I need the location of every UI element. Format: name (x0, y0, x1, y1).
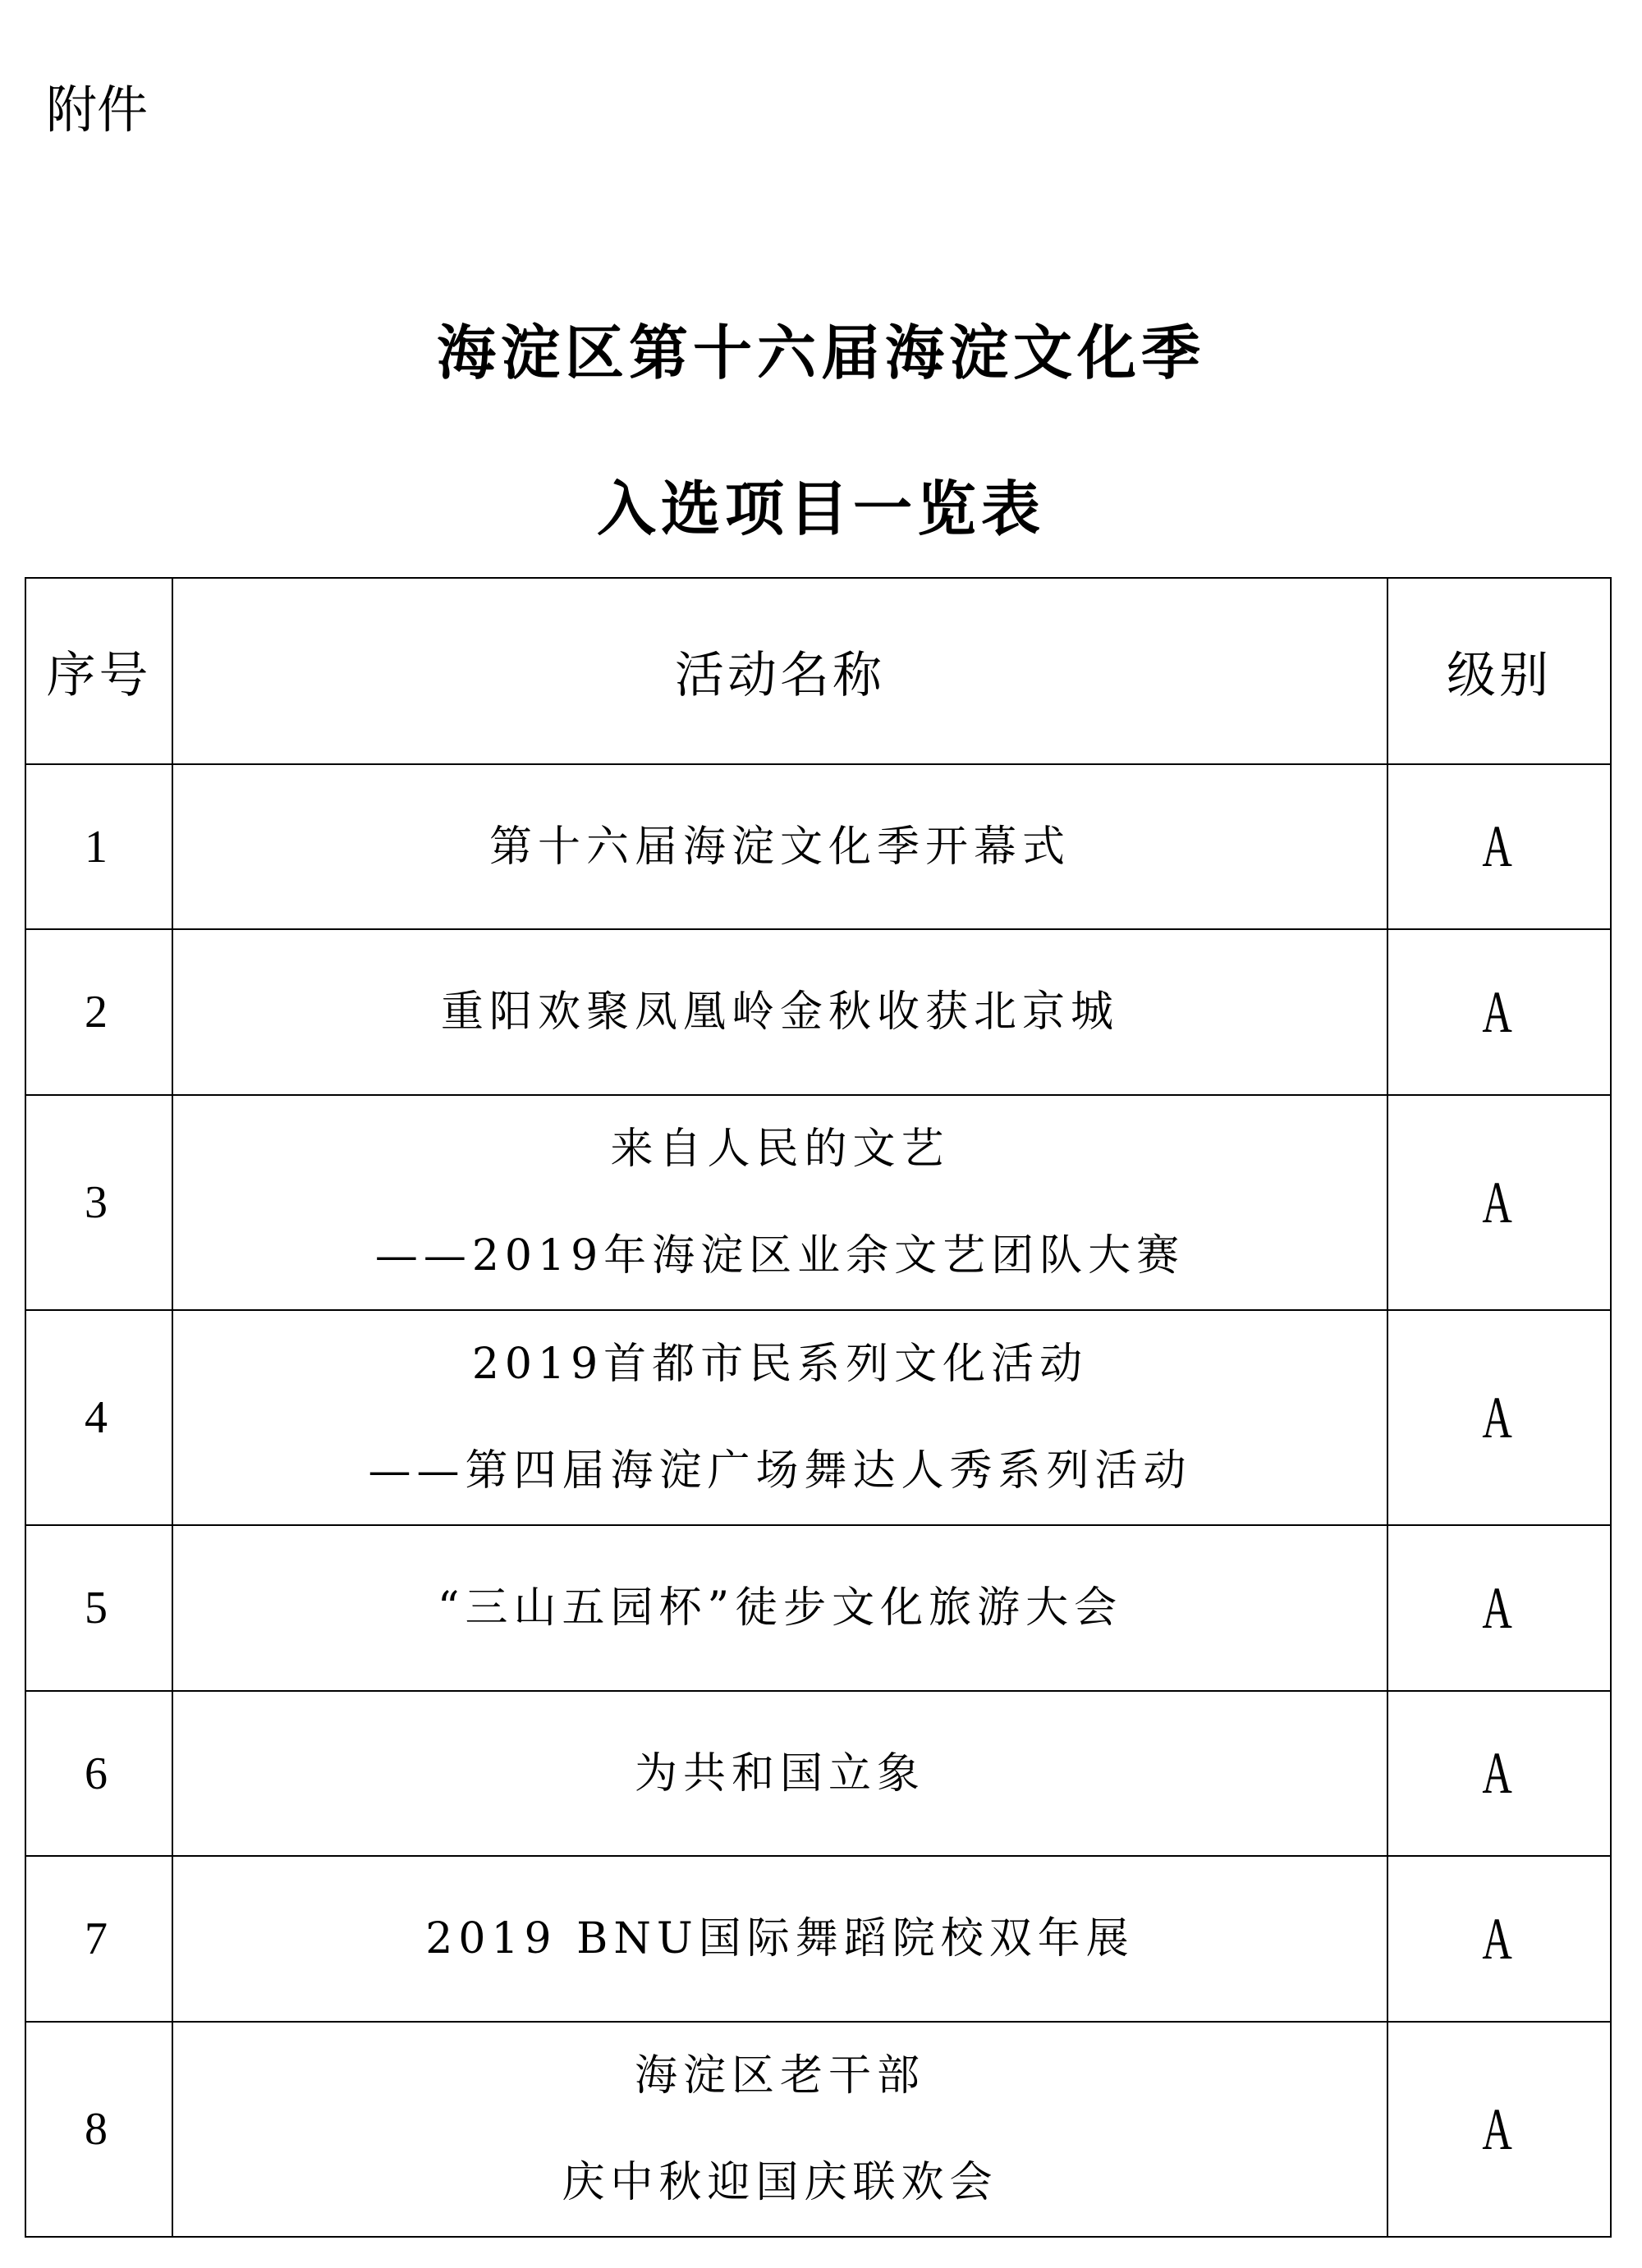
activity-name-line: 重阳欢聚凤凰岭金秋收获北京城 (440, 987, 1119, 1037)
activity-level: A (1421, 2022, 1577, 2237)
projects-table (25, 577, 1612, 2238)
activity-level: A (1421, 1310, 1577, 1525)
activity-name (172, 2022, 1387, 2237)
activity-name (172, 764, 1387, 929)
activity-name-line: ——第四届海淀广场舞达人秀系列活动 (368, 1446, 1192, 1496)
activity-name-line: 为共和国立象 (634, 1748, 925, 1798)
table-row (25, 1095, 1611, 1310)
activity-name-line: “三山五园杯”徒步文化旅游大会 (437, 1583, 1123, 1633)
table-row (25, 1525, 1611, 1691)
activity-name-line: 第十六届海淀文化季开幕式 (488, 822, 1071, 872)
activity-name-line: 来自人民的文艺 (610, 1125, 950, 1174)
activity-name-line: 庆中秋迎国庆联欢会 (562, 2158, 998, 2207)
activity-level: A (1421, 929, 1577, 1095)
table-header-row (25, 578, 1611, 764)
activity-name (172, 1095, 1387, 1310)
row-index: 2 (25, 929, 172, 1095)
header-name: 活动名称 (172, 578, 1387, 764)
activity-name-line: 海淀区老干部 (634, 2051, 925, 2101)
activity-name (172, 929, 1387, 1095)
activity-name-line: 2019 BNU国际舞蹈院校双年展 (425, 1914, 1135, 1963)
activity-name (172, 1691, 1387, 1856)
activity-name-line: 2019首都市民系列文化活动 (471, 1340, 1089, 1389)
row-index: 7 (25, 1856, 172, 2022)
table-row (25, 2022, 1611, 2237)
row-index: 6 (25, 1691, 172, 1856)
attachment-label: 附件 (46, 80, 149, 140)
row-index: 1 (25, 764, 172, 929)
row-index: 4 (25, 1310, 172, 1525)
activity-level: A (1421, 1691, 1577, 1856)
table-row (25, 1856, 1611, 2022)
activity-level: A (1421, 1856, 1577, 2022)
table-row (25, 1691, 1611, 1856)
activity-name (172, 1856, 1387, 2022)
row-index: 8 (25, 2022, 172, 2237)
row-index: 3 (25, 1095, 172, 1310)
activity-name (172, 1525, 1387, 1691)
activity-level: A (1421, 764, 1577, 929)
header-level: 级别 (1387, 578, 1611, 764)
activity-name (172, 1310, 1387, 1525)
table-row (25, 764, 1611, 929)
activity-level: A (1421, 1525, 1577, 1691)
table-row (25, 1310, 1611, 1525)
document-title: 海淀区第十六届海淀文化季 (436, 318, 1205, 387)
row-index: 5 (25, 1525, 172, 1691)
document-subtitle: 入选项目一览表 (596, 474, 1045, 543)
table-row (25, 929, 1611, 1095)
header-index: 序号 (25, 578, 172, 764)
activity-level: A (1421, 1095, 1577, 1310)
activity-name-line: ——2019年海淀区业余文艺团队大赛 (374, 1231, 1186, 1281)
